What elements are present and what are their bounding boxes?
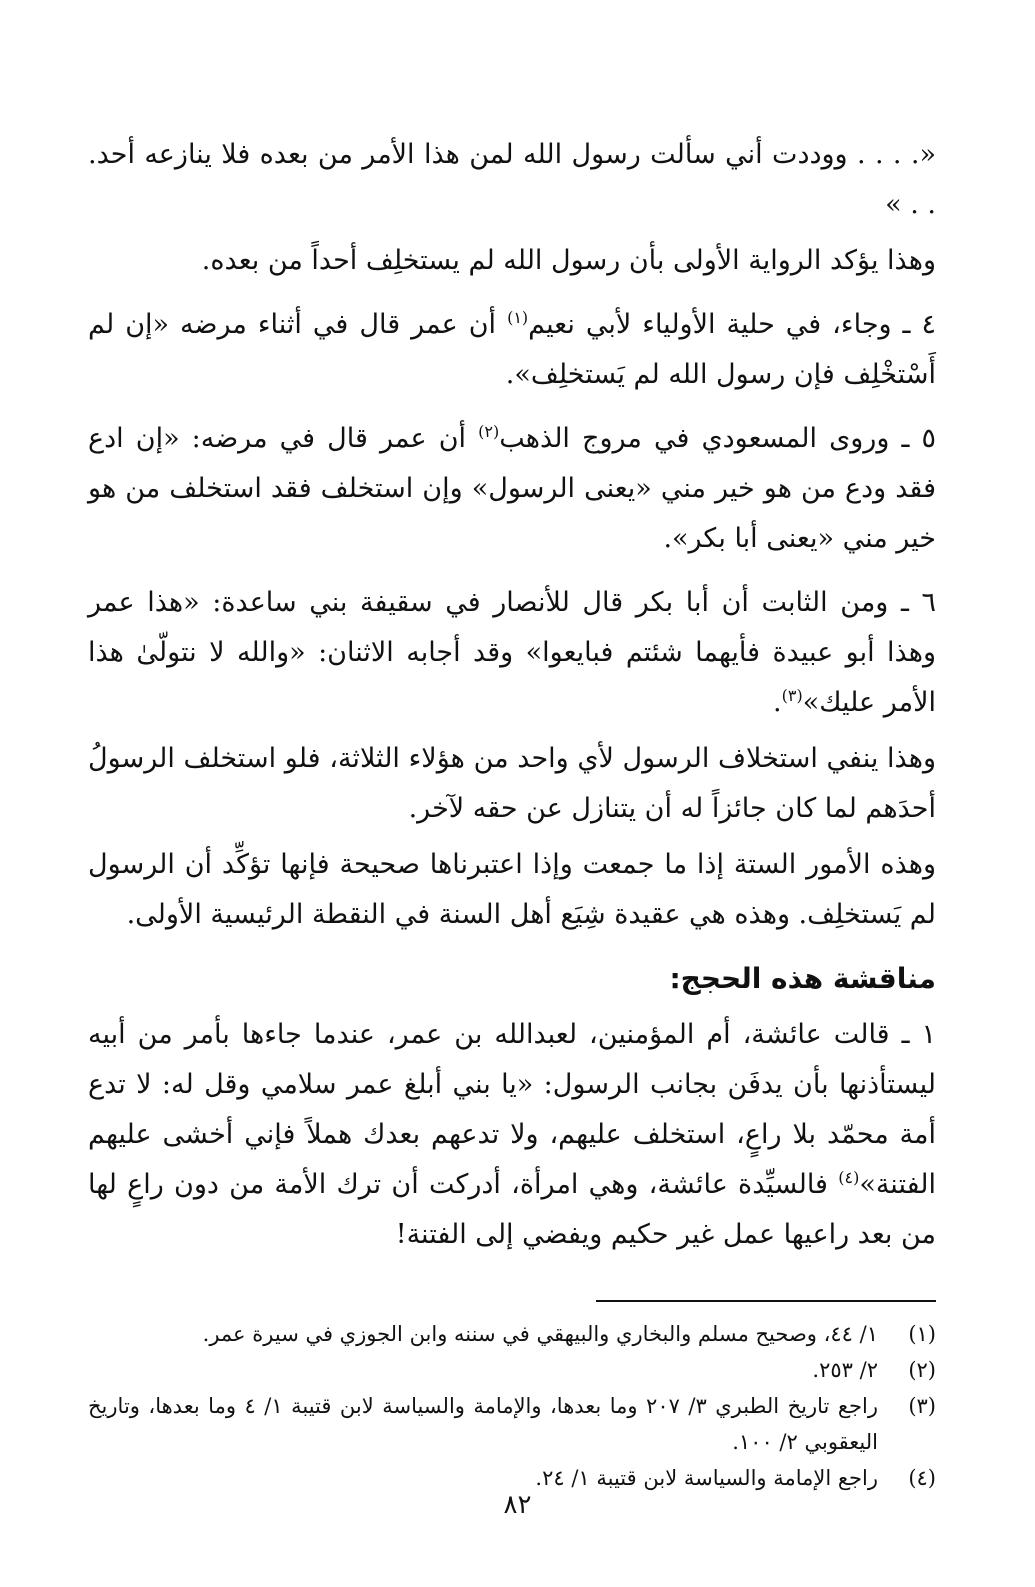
quote-paragraph bbox=[88, 130, 936, 230]
paragraph-text-end: . bbox=[773, 687, 782, 718]
footnote-divider bbox=[596, 1300, 936, 1302]
paragraph-text-start: ٦ ـ ومن الثابت أن أبا بكر قال للأنصار في سقيفة بني ساعدة: «هذا عمر وهذا أبو عبيدة فأيهما شئتم فبايعوا» وقد أجابه الاثنان: «والله لا نتولّىٰ هذا الأمر عليك» bbox=[88, 587, 936, 718]
footnote-ref-3[interactable]: (٣) bbox=[781, 686, 803, 705]
footnote-ref-1[interactable]: (١) bbox=[507, 308, 529, 327]
paragraph-item-5 bbox=[88, 414, 936, 564]
footnote-3 bbox=[88, 1388, 936, 1460]
footnote-number: (٣) bbox=[908, 1394, 936, 1418]
paragraph-text-start: ١ ـ قالت عائشة، أم المؤمنين، لعبدالله بن عمر، عندما جاءها بأمر من أبيه ليستأذنها بأن يدفَن بجانب الرسول: «يا بني أبلغ عمر سلامي وقل له: لا تدع أمة محمّد بلا راعٍ، استخلف عليهم، ولا تدعهم بعدك هملاً فإني أخشى عليهم الفتنة» bbox=[88, 1019, 936, 1200]
footnote-number: (٢) bbox=[908, 1358, 936, 1382]
paragraph-item-6 bbox=[88, 578, 936, 728]
paragraph-text-end: أن عمر قال في مرضه: «إن ادع فقد ودع من هو خير مني «يعنى الرسول» وإن استخلف فقد استخلف من هو خير مني «يعنى أبا بكر». bbox=[88, 423, 936, 554]
footnote-number: (٤) bbox=[908, 1466, 936, 1490]
paragraph-text-start: ٥ ـ وروى المسعودي في مروج الذهب bbox=[499, 423, 936, 454]
paragraph-item-4 bbox=[88, 300, 936, 400]
footnote-text: ٢/ ٢٥٣. bbox=[812, 1358, 878, 1382]
paragraph-conclusion bbox=[88, 840, 936, 940]
page-body bbox=[88, 130, 936, 1496]
footnote-text: راجع تاريخ الطبري ٣/ ٢٠٧ وما بعدها، والإمامة والسياسة لابن قتيبة ١/ ٤ وما بعدها، وتاريخ اليعقوبي ٢/ ١٠٠. bbox=[88, 1394, 878, 1454]
paragraph-confirmation bbox=[88, 236, 936, 286]
footnote-text: ١/ ٤٤، وصحيح مسلم والبخاري والبيهقي في سننه وابن الجوزي في سيرة عمر. bbox=[202, 1322, 878, 1346]
paragraph-text: وهذه الأمور الستة إذا ما جمعت وإذا اعتبرناها صحيحة فإنها تؤكِّد أن الرسول لم يَستخلِف. وهذه هي عقيدة شِيَع أهل السنة في النقطة الرئيسية الأولى. bbox=[88, 849, 936, 930]
paragraph-text: وهذا ينفي استخلاف الرسول لأي واحد من هؤلاء الثلاثة، فلو استخلف الرسولُ أحدَهم لما كان جائزاً له أن يتنازل عن حقه لآخر. bbox=[88, 743, 936, 824]
footnote-ref-2[interactable]: (٢) bbox=[478, 422, 500, 441]
footnote-1 bbox=[88, 1316, 936, 1352]
page-number: ٨٢ bbox=[503, 1490, 532, 1520]
quote-text: «. . . . ووددت أني سألت رسول الله لمن هذا الأمر من بعده فلا ينازعه أحد. . . » bbox=[88, 139, 936, 220]
footnote-text: راجع الإمامة والسياسة لابن قتيبة ١/ ٢٤. bbox=[535, 1466, 878, 1490]
paragraph-discussion-1 bbox=[88, 1010, 936, 1260]
paragraph-text-end: أن عمر قال في أثناء مرضه «إن لم أَسْتخْلِف فإن رسول الله لم يَستخلِف». bbox=[88, 309, 936, 390]
paragraph-text-start: ٤ ـ وجاء، في حلية الأولياء لأبي نعيم bbox=[528, 309, 936, 340]
section-heading: مناقشة هذه الحجج: bbox=[669, 962, 936, 995]
footnote-ref-4[interactable]: (٤) bbox=[838, 1168, 860, 1187]
footnote-number: (١) bbox=[908, 1322, 936, 1346]
footnote-2 bbox=[88, 1352, 936, 1388]
paragraph-negation bbox=[88, 734, 936, 834]
footnotes-list bbox=[88, 1316, 936, 1496]
paragraph-text-end: فالسيِّدة عائشة، وهي امرأة، أدركت أن ترك الأمة من دون راعٍ لها من بعد راعيها عمل غير حكيم ويفضي إلى الفتنة! bbox=[88, 1169, 936, 1250]
paragraph-text: وهذا يؤكد الرواية الأولى بأن رسول الله لم يستخلِف أحداً من بعده. bbox=[201, 245, 936, 276]
